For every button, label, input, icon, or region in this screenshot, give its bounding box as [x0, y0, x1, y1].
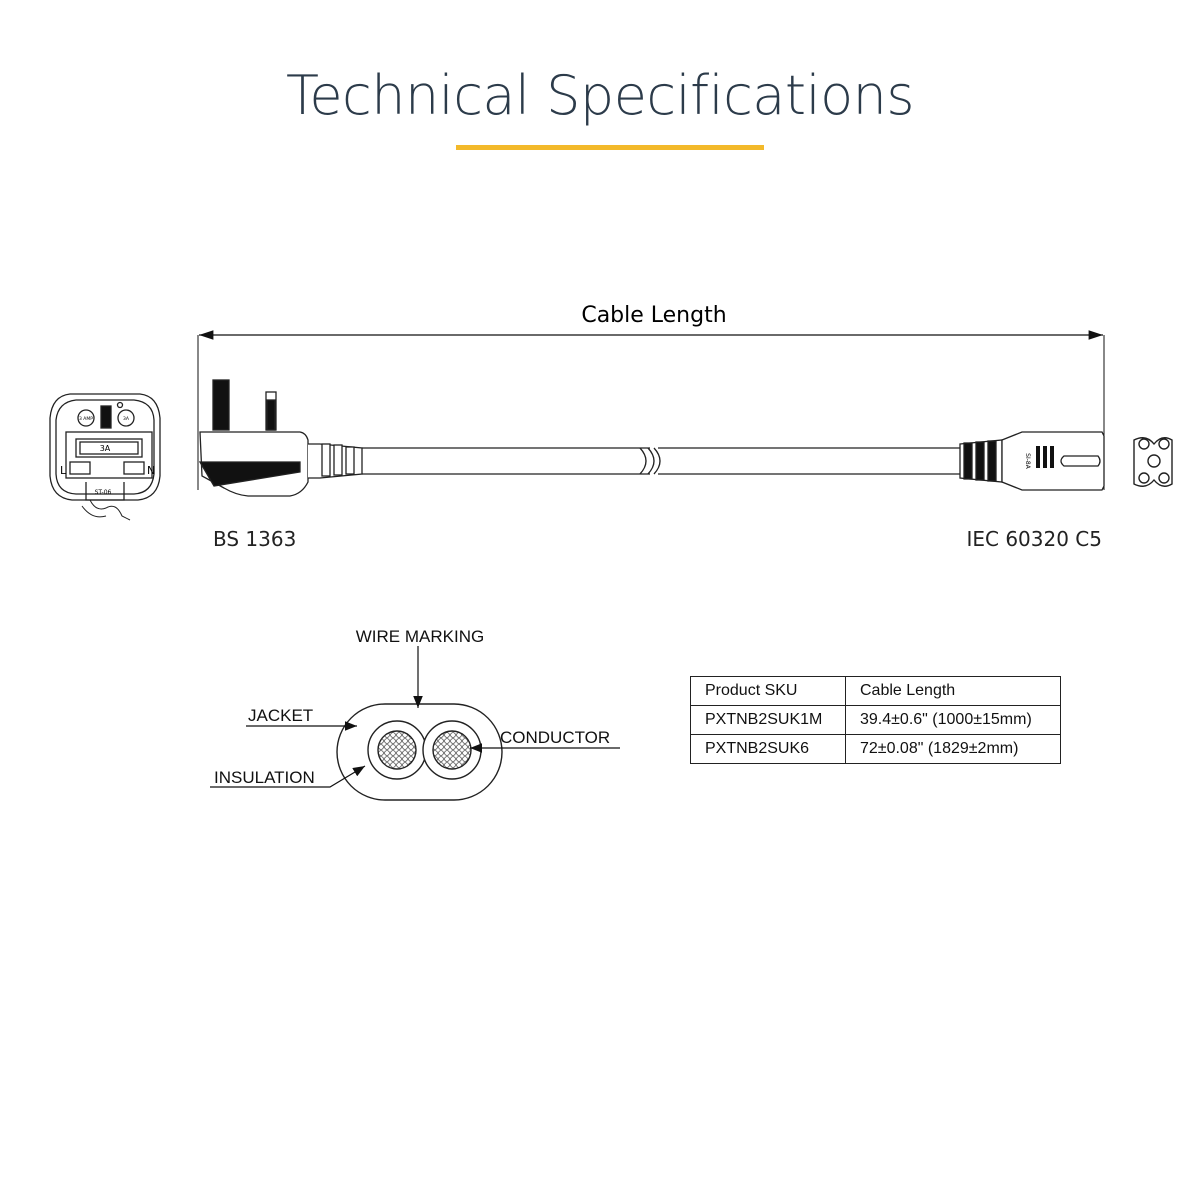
sku-cell: PXTNB2SUK1M — [691, 706, 846, 735]
cable-body — [362, 448, 960, 474]
jacket-label: JACKET — [248, 706, 314, 725]
neutral-pin-label: N — [147, 464, 156, 477]
c5-connector-face-drawing — [1134, 438, 1172, 487]
c5-connector-side-drawing — [960, 432, 1104, 490]
wire-marking-label: WIRE MARKING — [355, 627, 485, 646]
c5-connector-label: IEC 60320 C5 — [966, 527, 1102, 551]
table-row — [691, 735, 1061, 764]
rating-mark-text: 3A — [123, 417, 129, 422]
model-mark-text: ST-06 — [94, 489, 112, 496]
length-cell: 72±0.08" (1829±2mm) — [846, 735, 1061, 764]
connector-mark-text: SI-8A — [1024, 453, 1031, 469]
cable-cross-section — [337, 704, 502, 800]
sku-length-table — [690, 676, 1061, 764]
conductor-label: CONDUCTOR — [500, 728, 611, 747]
plug-face-drawing — [50, 394, 160, 520]
dimension-label: Cable Length — [581, 303, 727, 328]
table-header-row — [691, 677, 1061, 706]
column-header-length: Cable Length — [846, 677, 1061, 706]
amp-mark-text: 3 AMP — [79, 417, 93, 422]
uk-plug-side-drawing — [200, 380, 362, 496]
length-cell: 39.4±0.6" (1000±15mm) — [846, 706, 1061, 735]
sku-cell: PXTNB2SUK6 — [691, 735, 846, 764]
insulation-label: INSULATION — [214, 768, 315, 787]
page-title: Technical Specifications — [286, 64, 914, 127]
table-row — [691, 706, 1061, 735]
fuse-rating-text: 3A — [99, 444, 111, 453]
live-pin-label: L — [60, 464, 67, 477]
column-header-sku: Product SKU — [691, 677, 846, 706]
uk-plug-label: BS 1363 — [213, 527, 297, 551]
